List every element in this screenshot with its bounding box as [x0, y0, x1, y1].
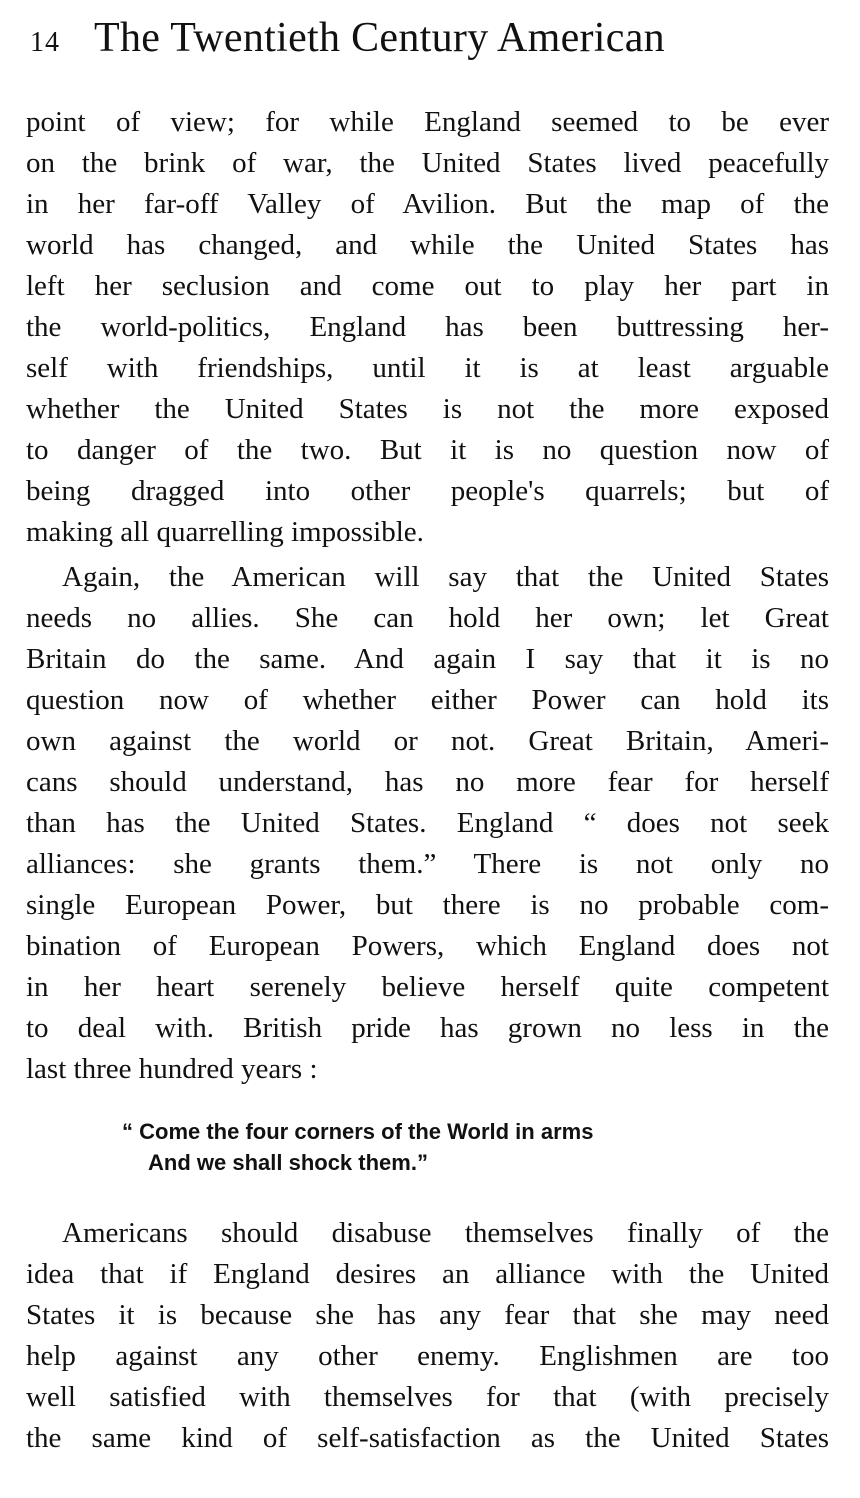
- text-line: well satisfied with themselves for that (with precisely: [26, 1381, 829, 1413]
- text-line: in her heart serenely believe herself quite competent: [26, 971, 829, 1003]
- text-line: to deal with. British pride has grown no less in the: [26, 1012, 829, 1044]
- text-line: self with friendships, until it is at least arguable: [26, 352, 829, 384]
- text-line: point of view; for while England seemed to be ever: [26, 106, 829, 138]
- text-line: idea that if England desires an alliance with the United: [26, 1258, 829, 1290]
- text-line: States it is because she has any fear that she may need: [26, 1299, 829, 1331]
- text-line: own against the world or not. Great Britain, Ameri-: [26, 725, 829, 757]
- verse-quotation: [122, 1116, 593, 1178]
- text-line: world has changed, and while the United States has: [26, 229, 829, 261]
- text-line: the same kind of self-satisfaction as the United States: [26, 1422, 829, 1454]
- text-line: to danger of the two. But it is no question now of: [26, 434, 829, 466]
- text-line: on the brink of war, the United States lived peacefully: [26, 147, 829, 179]
- text-line: being dragged into other people's quarrels; but of: [26, 475, 829, 507]
- text-line: the world-politics, England has been buttressing her-: [26, 311, 829, 343]
- text-line: question now of whether either Power can hold its: [26, 684, 829, 716]
- quote-line: And we shall shock them.”: [148, 1150, 428, 1175]
- text-line: whether the United States is not the more exposed: [26, 393, 829, 425]
- page-header: [30, 14, 830, 64]
- text-line: Britain do the same. And again I say that it is no: [26, 643, 829, 675]
- text-line: Americans should disabuse themselves finally of the: [62, 1217, 829, 1249]
- text-line: Again, the American will say that the United States: [62, 561, 829, 593]
- text-line: last three hundred years :: [26, 1053, 318, 1085]
- paragraph-2: [26, 557, 829, 1090]
- text-line: bination of European Powers, which England does not: [26, 930, 829, 962]
- paragraph-1: [26, 102, 829, 553]
- quote-line: “ Come the four corners of the World in arms: [122, 1119, 594, 1144]
- page-number: 14: [30, 27, 60, 58]
- text-line: cans should understand, has no more fear for herself: [26, 766, 829, 798]
- text-line: in her far-off Valley of Avilion. But the map of the: [26, 188, 829, 220]
- text-line: help against any other enemy. Englishmen are too: [26, 1340, 829, 1372]
- text-line: needs no allies. She can hold her own; let Great: [26, 602, 829, 634]
- text-line: alliances: she grants them.” There is not only no: [26, 848, 829, 880]
- text-line: left her seclusion and come out to play her part in: [26, 270, 829, 302]
- paragraph-3: [26, 1213, 829, 1459]
- text-line: making all quarrelling impossible.: [26, 516, 424, 548]
- text-line: than has the United States. England “ does not seek: [26, 807, 829, 839]
- running-title: The Twentieth Century American: [94, 15, 665, 61]
- text-line: single European Power, but there is no probable com-: [26, 889, 829, 921]
